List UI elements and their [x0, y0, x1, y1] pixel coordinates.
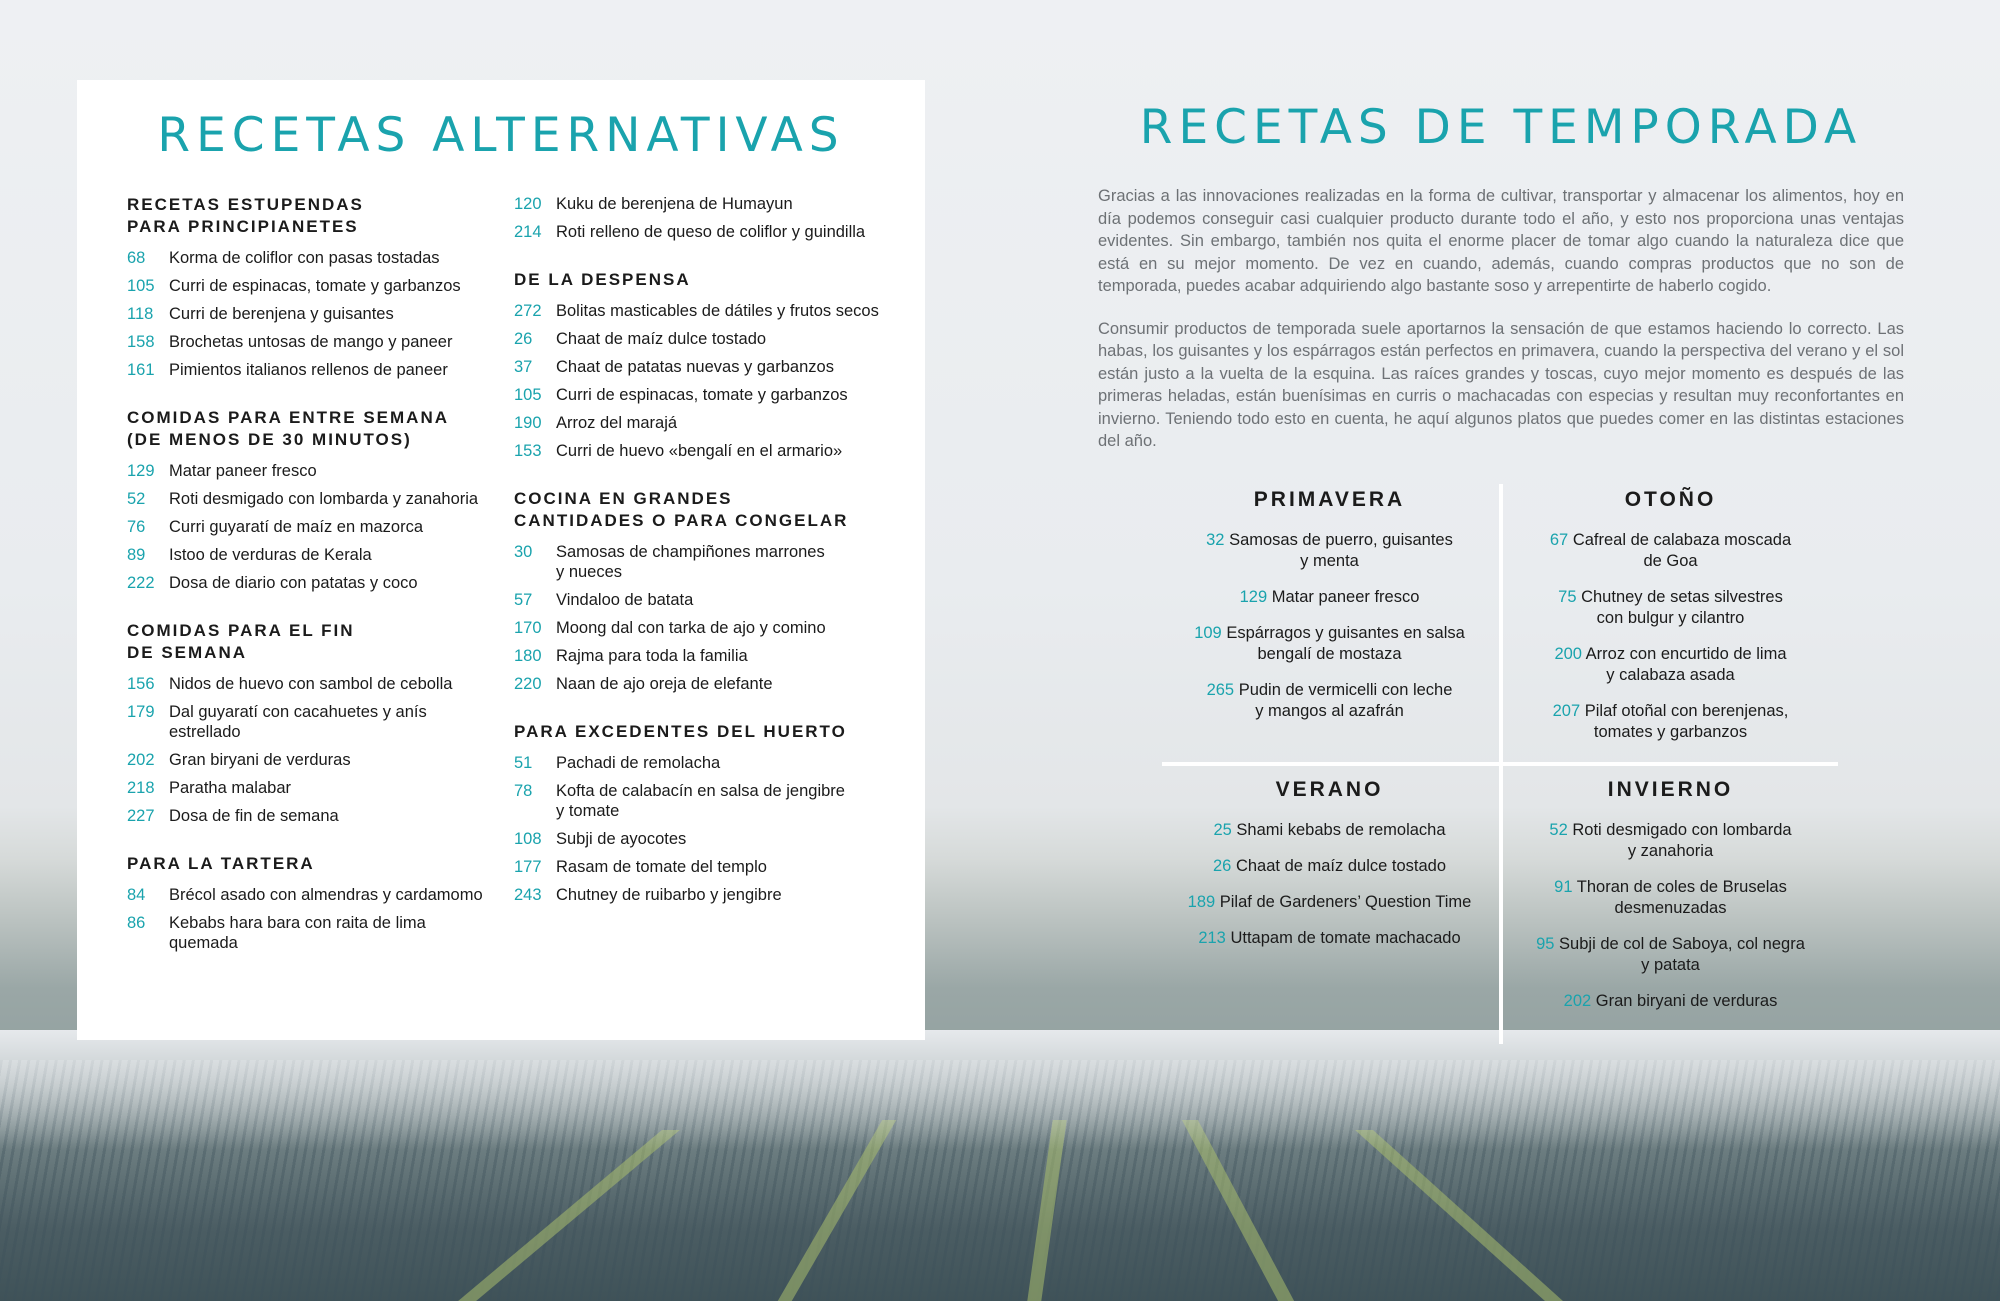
season-title: OTOÑO — [1624, 488, 1717, 511]
page-number: 213 — [1198, 929, 1226, 947]
recipe-item — [127, 276, 507, 296]
recipe-name: Curri de huevo «bengalí en el armario» — [556, 442, 843, 460]
recipe-section — [127, 407, 507, 593]
intro-paragraph-1: Gracias a las innovaciones realizadas en la forma de cultivar, transportar y almacenar los alimentos, hoy en día podemos conseguir casi cualquier producto durante todo el año, y esto nos proporciona unas ventajas evidentes. Sin embargo, también nos quita el enorme placer de tomar algo cuando la naturaleza dice que está en su mejor momento. De vez en cuando, además, cuando compras productos que no son de temporada, puedes acabar adquiriendo algo bastante soso y arrepentirte de haberlo cogido. — [1098, 187, 1904, 295]
page-number: 91 — [1554, 878, 1573, 896]
recipe-name: Pachadi de remolacha — [556, 754, 721, 772]
page-number: 84 — [127, 886, 146, 904]
page-number: 89 — [127, 546, 146, 564]
recipe-item — [127, 461, 507, 481]
recipe-item — [514, 357, 914, 377]
recipe-name: Arroz del marajá — [556, 414, 678, 432]
page-number: 105 — [514, 386, 542, 404]
recipe-item — [514, 885, 914, 905]
recipe-name: Istoo de verduras de Kerala — [169, 546, 372, 564]
season-title: VERANO — [1275, 778, 1384, 801]
season-recipe-item — [1162, 892, 1497, 913]
recipe-item — [514, 753, 914, 773]
recipe-name: Curri de berenjena y guisantes — [169, 305, 394, 323]
page-number: 75 — [1558, 588, 1577, 606]
recipes-column-right — [514, 194, 914, 932]
recipe-item — [514, 857, 914, 877]
season-spring — [1162, 488, 1497, 737]
recipe-name: Brochetas untosas de mango y paneer — [169, 333, 453, 351]
recipe-section — [514, 269, 914, 461]
page-number: 156 — [127, 675, 155, 693]
intro-paragraph-2: Consumir productos de temporada suele aportarnos la sensación de que estamos haciendo lo correcto. Las habas, los guisantes y los espárragos están perfectos en primavera, cuando la perspectiva del verano y el sol están justo a la vuelta de la esquina. Las raíces grandes y toscas, cuyo mejor momento es después de las primeras heladas, están buenísimas en curris o machacadas con especias y resultan muy reconfortantes en invierno. Teniendo todo esto en cuenta, he aquí algunos platos que puedes comer en las distintas estaciones del año. — [1098, 319, 1904, 450]
recipe-name: Subji de col de Saboya, col negra y patata — [1559, 935, 1805, 974]
recipe-name: Kofta de calabacín en salsa de jengibre y tomate — [556, 782, 845, 820]
recipe-name: Vindaloo de batata — [556, 591, 694, 609]
page-number: 227 — [127, 807, 155, 825]
recipe-name: Samosas de puerro, guisantes y menta — [1229, 531, 1453, 570]
recipe-name: Chutney de ruibarbo y jengibre — [556, 886, 782, 904]
seasonal-recipes-section — [1098, 100, 1904, 473]
recipe-item — [127, 248, 507, 268]
recipe-name: Chaat de maíz dulce tostado — [556, 330, 767, 348]
page-number: 129 — [1239, 588, 1268, 606]
recipe-name: Matar paneer fresco — [1271, 588, 1420, 606]
page-number: 95 — [1536, 935, 1555, 953]
recipe-name: Nidos de huevo con sambol de cebolla — [169, 675, 453, 693]
season-recipe-item — [1162, 530, 1497, 572]
page-number: 57 — [514, 591, 533, 609]
recipe-item — [127, 674, 507, 694]
page-number: 202 — [127, 751, 155, 769]
page-number: 37 — [514, 358, 533, 376]
page-number: 170 — [514, 619, 542, 637]
recipe-name: Bolitas masticables de dátiles y frutos secos — [556, 302, 879, 320]
season-recipe-item — [1503, 934, 1838, 976]
recipe-item — [514, 385, 914, 405]
section-heading: COMIDAS PARA EL FIN DE SEMANA — [127, 621, 355, 662]
section-heading: PARA EXCEDENTES DEL HUERTO — [514, 722, 847, 741]
season-recipe-item — [1162, 680, 1497, 722]
recipe-name: Pilaf otoñal con berenjenas, tomates y garbanzos — [1584, 702, 1789, 741]
recipe-name: Gran biryani de verduras — [169, 751, 351, 769]
recipe-item — [514, 542, 914, 582]
page-number: 51 — [514, 754, 533, 772]
season-title: INVIERNO — [1607, 778, 1734, 801]
recipe-name: Rasam de tomate del templo — [556, 858, 767, 876]
grid-divider-horizontal — [1162, 762, 1838, 766]
season-winter — [1503, 778, 1838, 1027]
season-recipe-item — [1162, 820, 1497, 841]
recipe-item — [127, 517, 507, 537]
recipe-name: Pimientos italianos rellenos de paneer — [169, 361, 448, 379]
recipe-section — [127, 194, 507, 380]
page-number: 26 — [1213, 857, 1232, 875]
page-number: 177 — [514, 858, 542, 876]
recipe-name: Roti relleno de queso de coliflor y guindilla — [556, 223, 866, 241]
season-recipe-item — [1162, 856, 1497, 877]
page-number: 218 — [127, 779, 155, 797]
recipe-name: Rajma para toda la familia — [556, 647, 748, 665]
section-heading: COMIDAS PARA ENTRE SEMANA (DE MENOS DE 30 MINUTOS) — [127, 408, 450, 449]
season-recipe-item — [1503, 587, 1838, 629]
alternative-recipes-title: RECETAS ALTERNATIVAS — [157, 108, 845, 163]
page-number: 120 — [514, 195, 542, 213]
season-autumn — [1503, 488, 1838, 758]
recipe-name: Thoran de coles de Bruselas desmenuzadas — [1576, 878, 1787, 917]
recipe-item — [127, 360, 507, 380]
recipe-name: Uttapam de tomate machacado — [1230, 929, 1461, 947]
recipe-item — [514, 618, 914, 638]
page-number: 220 — [514, 675, 542, 693]
recipe-item — [514, 674, 914, 694]
page-number: 180 — [514, 647, 542, 665]
season-recipe-item — [1162, 928, 1497, 949]
recipe-name: Paratha malabar — [169, 779, 291, 797]
season-recipe-item — [1162, 587, 1497, 608]
recipe-name: Pudin de vermicelli con leche y mangos al azafrán — [1238, 681, 1453, 720]
page-number: 76 — [127, 518, 146, 536]
recipe-item — [514, 194, 914, 214]
recipe-item — [127, 304, 507, 324]
recipe-item — [514, 781, 914, 821]
page-number: 25 — [1213, 821, 1232, 839]
recipe-item — [514, 646, 914, 666]
season-recipe-item — [1503, 644, 1838, 686]
recipe-name: Korma de coliflor con pasas tostadas — [169, 249, 440, 267]
page-number: 52 — [127, 490, 146, 508]
page-number: 52 — [1549, 821, 1568, 839]
page-number: 158 — [127, 333, 155, 351]
page-number: 86 — [127, 914, 146, 932]
page-number: 105 — [127, 277, 155, 295]
page-number: 190 — [514, 414, 542, 432]
recipe-name: Dosa de fin de semana — [169, 807, 339, 825]
recipe-name: Brécol asado con almendras y cardamomo — [169, 886, 483, 904]
season-recipe-item — [1162, 623, 1497, 665]
page-number: 265 — [1206, 681, 1235, 699]
section-heading: RECETAS ESTUPENDAS PARA PRINCIPIANETES — [127, 195, 364, 236]
page-number: 202 — [1563, 992, 1592, 1010]
recipe-item — [127, 573, 507, 593]
recipe-name: Curri guyaratí de maíz en mazorca — [169, 518, 424, 536]
recipe-item — [514, 590, 914, 610]
season-recipe-item — [1503, 991, 1838, 1012]
recipe-item — [127, 750, 507, 770]
recipe-item — [514, 329, 914, 349]
recipe-name: Curri de espinacas, tomate y garbanzos — [169, 277, 461, 295]
recipe-name: Pilaf de Gardeners’ Question Time — [1219, 893, 1472, 911]
recipe-name: Espárragos y guisantes en salsa bengalí de mostaza — [1226, 624, 1465, 663]
recipe-item — [127, 778, 507, 798]
recipe-name: Shami kebabs de remolacha — [1236, 821, 1446, 839]
recipe-name: Subji de ayocotes — [556, 830, 687, 848]
page-number: 272 — [514, 302, 542, 320]
page-number: 32 — [1206, 531, 1225, 549]
recipe-name: Dal guyaratí con cacahuetes y anís estrellado — [169, 703, 427, 741]
page-number: 153 — [514, 442, 542, 460]
recipe-item — [127, 332, 507, 352]
recipe-section — [127, 620, 507, 826]
recipe-name: Gran biryani de verduras — [1595, 992, 1778, 1010]
recipes-column-left — [127, 194, 507, 980]
recipe-name: Chaat de patatas nuevas y garbanzos — [556, 358, 834, 376]
recipe-name: Dosa de diario con patatas y coco — [169, 574, 418, 592]
seasons-grid — [1162, 484, 1838, 1044]
season-recipe-item — [1503, 530, 1838, 572]
page-number: 78 — [514, 782, 533, 800]
page-number: 179 — [127, 703, 155, 721]
recipe-item — [127, 489, 507, 509]
recipe-item — [127, 806, 507, 826]
recipe-item — [127, 913, 507, 953]
page-number: 161 — [127, 361, 155, 379]
recipe-section — [514, 488, 914, 694]
page-number: 26 — [514, 330, 533, 348]
recipe-item — [127, 545, 507, 565]
page-number: 109 — [1194, 624, 1222, 642]
recipe-name: Kuku de berenjena de Humayun — [556, 195, 793, 213]
page-number: 189 — [1187, 893, 1216, 911]
section-heading: DE LA DESPENSA — [514, 270, 691, 289]
page-number: 68 — [127, 249, 146, 267]
recipe-section — [127, 853, 507, 953]
page-number: 118 — [127, 305, 154, 323]
season-title: PRIMAVERA — [1253, 488, 1406, 511]
page-number: 243 — [514, 886, 542, 904]
recipe-item — [514, 413, 914, 433]
section-heading: COCINA EN GRANDES CANTIDADES O PARA CONGELAR — [514, 489, 849, 530]
seasonal-recipes-title: RECETAS DE TEMPORADA — [1139, 100, 1863, 155]
recipe-name: Samosas de champiñones marrones y nueces — [556, 543, 825, 581]
fog-overlay — [0, 1030, 2000, 1150]
page-number: 214 — [514, 223, 542, 241]
season-recipe-item — [1503, 877, 1838, 919]
recipe-section — [514, 721, 914, 905]
recipe-section — [514, 194, 914, 242]
page-number: 200 — [1554, 645, 1582, 663]
recipe-item — [514, 441, 914, 461]
section-heading: PARA LA TARTERA — [127, 854, 315, 873]
recipe-name: Chutney de setas silvestres con bulgur y cilantro — [1581, 588, 1783, 627]
recipe-name: Moong dal con tarka de ajo y comino — [556, 619, 826, 637]
recipe-name: Chaat de maíz dulce tostado — [1235, 857, 1446, 875]
page-number: 67 — [1549, 531, 1569, 549]
recipe-item — [514, 829, 914, 849]
recipe-item — [514, 222, 914, 242]
recipe-name: Roti desmigado con lombarda y zanahoria — [169, 490, 479, 508]
recipe-name: Naan de ajo oreja de elefante — [556, 675, 773, 693]
alternative-recipes-card — [77, 80, 925, 1040]
recipe-name: Arroz con encurtido de lima y calabaza asada — [1585, 645, 1787, 684]
page-number: 207 — [1552, 702, 1581, 720]
page-number: 108 — [514, 830, 542, 848]
recipe-item — [514, 301, 914, 321]
recipe-item — [127, 885, 507, 905]
recipe-name: Matar paneer fresco — [169, 462, 317, 480]
season-recipe-item — [1503, 820, 1838, 862]
season-summer — [1162, 778, 1497, 964]
recipe-name: Cafreal de calabaza moscada de Goa — [1572, 531, 1792, 570]
recipe-name: Curri de espinacas, tomate y garbanzos — [556, 386, 848, 404]
page-number: 129 — [127, 462, 155, 480]
recipe-name: Kebabs hara bara con raita de lima quemada — [169, 914, 426, 952]
page-number: 30 — [514, 543, 533, 561]
recipe-name: Roti desmigado con lombarda y zanahoria — [1572, 821, 1792, 860]
page-number: 222 — [127, 574, 155, 592]
season-recipe-item — [1503, 701, 1838, 743]
recipe-item — [127, 702, 507, 742]
